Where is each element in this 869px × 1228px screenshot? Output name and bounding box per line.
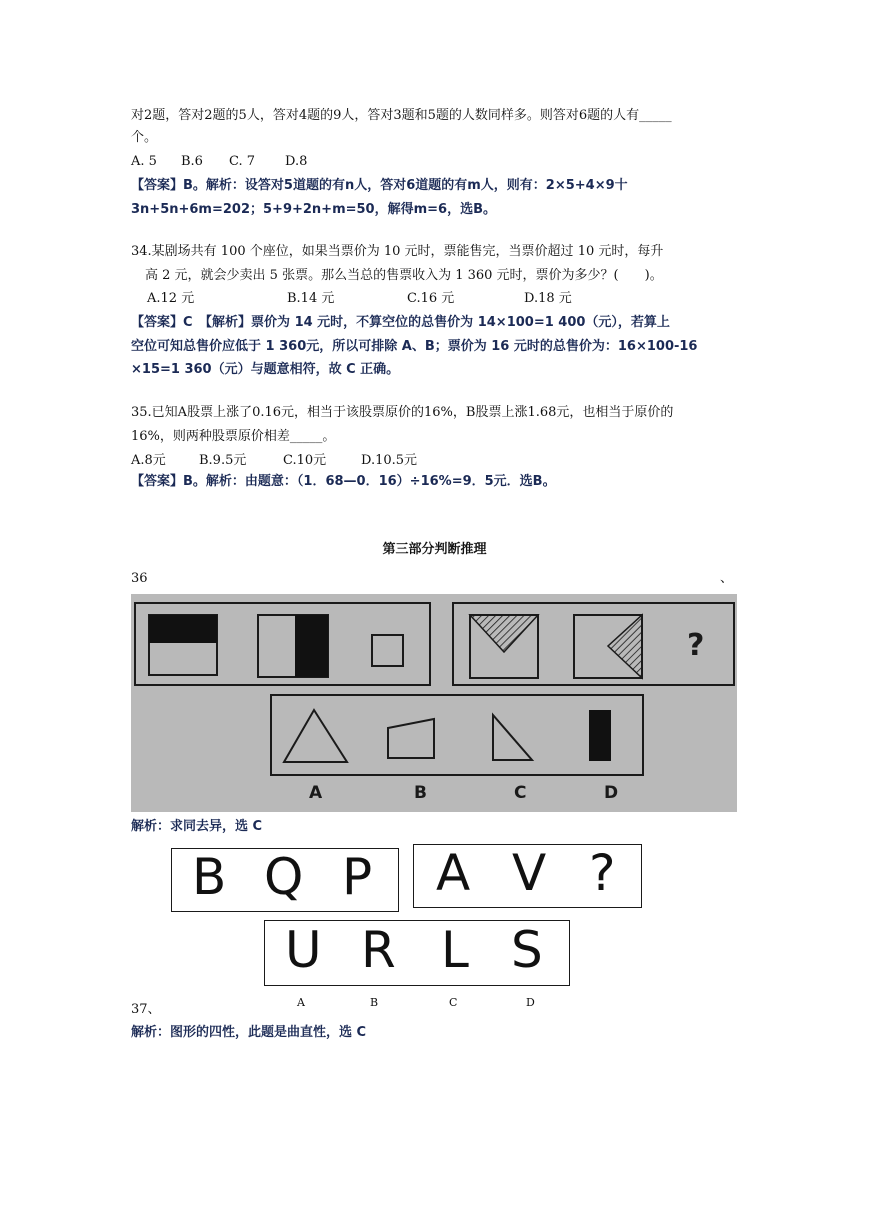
q34-options — [147, 289, 572, 309]
q37-analysis: 解析：图形的四性，此题是曲直性，选 C — [131, 1025, 367, 1040]
q36-analysis: 解析：求同去异，选 C — [131, 819, 263, 834]
q34-answer-line2: 空位可知总售价应低于 1 360元，所以可排除 A、B；票价为 16 元时的总售价为：16×100-16 — [131, 339, 698, 354]
q34-answer-line3: ×15=1 360（元）与题意相符，故 C 正确。 — [131, 362, 400, 377]
q36-question-mark: ? — [687, 628, 705, 663]
q37-label-c: C — [449, 996, 458, 1009]
q36-label-a: A — [309, 783, 323, 803]
q35-text-line1: 35.已知A股票上涨了0.16元，相当于该股票原价的16%，B股票上涨1.68元，也相当于原价的 — [131, 405, 674, 420]
q34-text-line2: 高 2 元，就会少卖出 5 张票。那么当总的售票收入为 1 360 元时，票价为多少？( )。 — [145, 268, 663, 283]
q37-letter-b: B — [192, 848, 227, 906]
q37-letter-l: L — [441, 921, 469, 979]
q37-number: 37、 — [131, 1002, 161, 1017]
q36-options-group — [270, 694, 644, 776]
q35-option-d: D.10.5元 — [361, 453, 418, 468]
q35-answer: 【答案】B。解析：由题意：（1．68—0．16）÷16%=9．5元．选B。 — [131, 474, 556, 489]
q37-question-mark: ? — [589, 844, 616, 902]
q37-label-d: D — [526, 996, 535, 1009]
q33-option-d: D.8 — [285, 154, 308, 169]
q35-options — [131, 451, 417, 471]
q37-top-right-box — [413, 844, 642, 908]
q34-option-d: D.18 元 — [524, 291, 572, 306]
q34-option-b: B.14 元 — [287, 291, 335, 306]
q33-answer-line1: 【答案】B。解析：设答对5道题的有n人，答对6道题的有m人，则有：2×5+4×9十 — [131, 178, 628, 193]
q36-left-group — [134, 602, 431, 686]
q37-letter-u: U — [285, 921, 322, 979]
q36-label-d: D — [604, 783, 619, 803]
q35-option-a: A.8元 — [131, 453, 166, 468]
q36-right-group — [452, 602, 735, 686]
q36-mark: 、 — [720, 571, 734, 586]
q33-options — [131, 152, 307, 172]
q37-letter-a: A — [436, 844, 471, 902]
q34-option-a: A.12 元 — [147, 291, 195, 306]
q36-figure-photo — [131, 594, 737, 812]
q36-label-b: B — [414, 783, 427, 803]
q33-option-c: C. 7 — [229, 154, 256, 169]
q36-number: 36 — [131, 571, 148, 586]
q33-option-b: B.6 — [181, 154, 203, 169]
q37-label-a: A — [297, 996, 305, 1009]
q37-letter-p: P — [342, 848, 373, 906]
q36-option-shapes — [270, 694, 644, 776]
q33-answer-line2: 3n+5n+6m=202；5+9+2n+m=50，解得m=6，选B。 — [131, 202, 496, 217]
q34-text-line1: 34.某剧场共有 100 个座位，如果当票价为 10 元时，票能售完，当票价超过 10 元时，每升 — [131, 244, 664, 259]
q37-letter-s: S — [511, 921, 543, 979]
section-title: 第三部分判断推理 — [382, 542, 487, 557]
q35-text-line2: 16%，则两种股票原价相差_____。 — [131, 429, 336, 444]
q36-left-shapes — [134, 602, 431, 686]
q36-label-c: C — [514, 783, 527, 803]
q34-option-c: C.16 元 — [407, 291, 455, 306]
q37-letter-r: R — [361, 921, 396, 979]
q34-answer-line1: 【答案】C 【解析】票价为 14 元时，不算空位的总售价为 14×100=1 400（元），若算上 — [131, 315, 670, 330]
q37-options-box — [264, 920, 570, 986]
q35-option-b: B.9.5元 — [199, 453, 247, 468]
q33-option-a: A. 5 — [131, 154, 157, 169]
q33-text-line1: 对2题，答对2题的5人，答对4题的9人，答对3题和5题的人数同样多。则答对6题的人有_____ — [131, 108, 672, 123]
q37-label-b: B — [370, 996, 379, 1009]
q33-text-line2: 个。 — [131, 130, 158, 145]
q35-option-c: C.10元 — [283, 453, 327, 468]
q37-letter-v: V — [512, 844, 547, 902]
q37-letter-q: Q — [264, 848, 304, 906]
q37-top-left-box — [171, 848, 399, 912]
